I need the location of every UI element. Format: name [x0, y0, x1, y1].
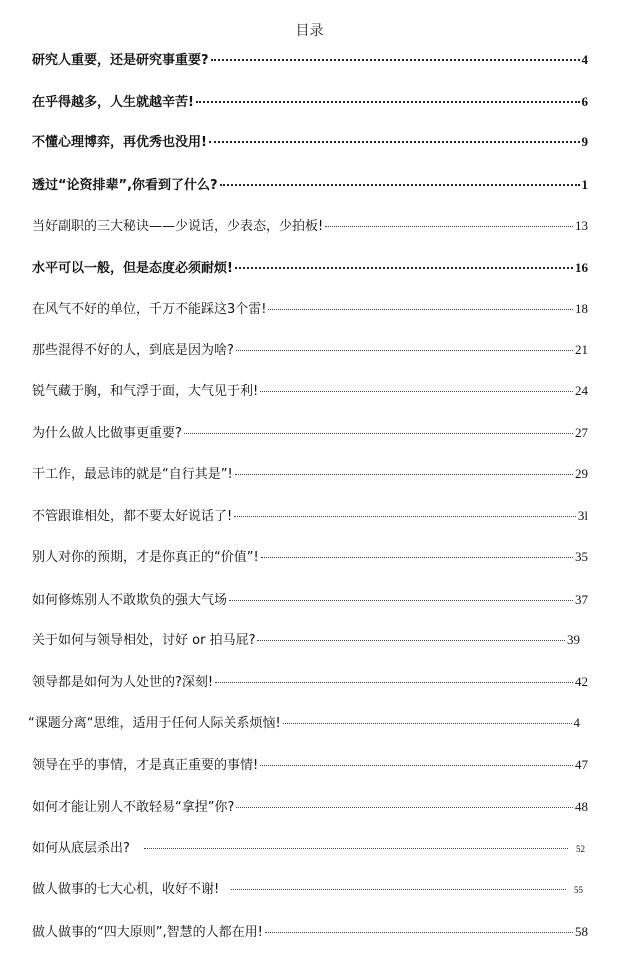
- toc-entry-title: 研究人重要，还是研究事重要?: [32, 53, 209, 68]
- toc-entry-page: 35: [575, 549, 588, 564]
- toc-entry: [32, 217, 588, 236]
- toc-entry: [32, 300, 588, 319]
- toc-entry-page: 1: [581, 177, 588, 192]
- leader-dots: [220, 184, 580, 186]
- toc-title: 目录: [295, 23, 324, 39]
- leader-dots: [325, 226, 573, 227]
- toc-entry: [32, 51, 588, 70]
- toc-entry: [32, 176, 588, 195]
- toc-entry-title: 别人对你的预期，才是你真正的“价值”!: [32, 550, 259, 565]
- leader-dots: [229, 600, 573, 601]
- leader-dots: [235, 474, 573, 475]
- toc-entry-title: 水平可以一般，但是态度必须耐烦!: [32, 261, 233, 276]
- toc-entry-title: 不懂心理博弈，再优秀也没用!: [32, 135, 207, 150]
- leader-dots: [231, 889, 566, 890]
- toc-entry-title: 在乎得越多，人生就越辛苦!: [32, 95, 194, 110]
- toc-entry-page: 48: [575, 799, 588, 814]
- leader-dots: [260, 765, 573, 766]
- toc-entry-page: 52: [576, 844, 585, 854]
- toc-entry-page: 16: [575, 260, 588, 275]
- leader-dots: [235, 267, 573, 269]
- toc-entry-title: 领导在乎的事情，才是真正重要的事情!: [32, 758, 259, 773]
- toc-entry-title: 在风气不好的单位，千万不能踩这3个雷!: [32, 302, 267, 317]
- leader-dots: [196, 101, 580, 103]
- toc-entry-page: 58: [575, 924, 588, 939]
- leader-dots: [268, 309, 573, 310]
- leader-dots: [260, 391, 573, 392]
- toc-entry-page: 4: [581, 52, 588, 67]
- toc-entry-page: 3l: [577, 508, 588, 523]
- toc-entry-page: 13: [575, 218, 588, 233]
- toc-entry-page: 9: [581, 134, 588, 149]
- toc-entry-title: 干工作，最忌讳的就是“自行其是”!: [32, 467, 233, 482]
- toc-entry: [32, 259, 588, 278]
- toc-entry-title: 不管跟谁相处，都不要太好说话了!: [32, 509, 233, 524]
- toc-entry-title: 如何修炼别人不敢欺负的强大气场: [32, 593, 228, 608]
- toc-entry-title: 关于如何与领导相处，讨好 or 拍马屁?: [32, 633, 256, 648]
- toc-entry-title: 做人做事的“四大原则”,智慧的人都在用!: [32, 925, 263, 940]
- toc-entry-title: 如何从底层杀出?: [32, 841, 130, 856]
- toc-entry-page: 47: [575, 757, 588, 772]
- toc-entry: [32, 881, 583, 899]
- leader-dots: [261, 557, 573, 558]
- toc-entry-title: 做人做事的七大心机，收好不谢!: [32, 882, 220, 897]
- toc-entry: [32, 591, 588, 610]
- toc-entry-title: 那些混得不好的人，到底是因为啥?: [32, 343, 234, 358]
- toc-entry: [32, 548, 588, 567]
- leader-dots: [209, 141, 580, 143]
- toc-entry-page: 21: [575, 342, 588, 357]
- toc-entry: [32, 341, 588, 360]
- leader-dots: [144, 848, 568, 849]
- toc-entry-title: 透过“论资排辈”,你看到了什么?: [32, 178, 218, 193]
- toc-entry: [32, 382, 588, 401]
- leader-dots: [257, 640, 565, 641]
- toc-entry-title: 领导都是如何为人处世的?深刻!: [32, 675, 214, 690]
- leader-dots: [236, 807, 573, 808]
- toc-entry-title: “课题分离“思维，适用于任何人际关系烦恼!: [28, 716, 281, 731]
- toc-entry: [32, 756, 588, 775]
- toc-entry: [32, 93, 588, 112]
- toc-entry-page: 27: [575, 425, 588, 440]
- toc-entry-title: 如何才能让别人不敢轻易“拿捏”你?: [32, 800, 235, 815]
- toc-entry-page: 39: [567, 632, 580, 647]
- toc-entry: [32, 673, 588, 692]
- leader-dots: [234, 516, 576, 517]
- toc-entry: [32, 424, 588, 443]
- leader-dots: [236, 350, 573, 351]
- toc-entry-title: 为什么做人比做事更重要?: [32, 426, 182, 441]
- leader-dots: [211, 59, 580, 61]
- toc-list: [0, 45, 619, 954]
- leader-dots: [215, 682, 573, 683]
- toc-entry: [32, 133, 588, 152]
- toc-entry: [32, 840, 585, 858]
- toc-entry-page: 55: [574, 885, 583, 895]
- toc-entry: [32, 465, 588, 484]
- toc-entry: [32, 507, 588, 526]
- leader-dots: [184, 433, 573, 434]
- toc-entry: [32, 798, 588, 817]
- toc-entry: [32, 631, 580, 650]
- toc-entry: [28, 714, 580, 733]
- toc-entry-page: 37: [575, 592, 588, 607]
- leader-dots: [265, 932, 573, 933]
- leader-dots: [283, 723, 572, 724]
- toc-entry-page: 29: [575, 466, 588, 481]
- toc-entry-page: 42: [575, 674, 588, 689]
- toc-entry-page: 24: [575, 383, 588, 398]
- toc-entry-title: 锐气藏于胸，和气浮于面，大气见于利!: [32, 384, 259, 399]
- toc-entry-page: 18: [575, 301, 588, 316]
- toc-entry: [32, 923, 588, 942]
- toc-entry-page: 4: [573, 715, 580, 730]
- toc-entry-title: 当好副职的三大秘诀——少说话，少表态，少拍板!: [32, 219, 324, 234]
- toc-entry-page: 6: [581, 94, 588, 109]
